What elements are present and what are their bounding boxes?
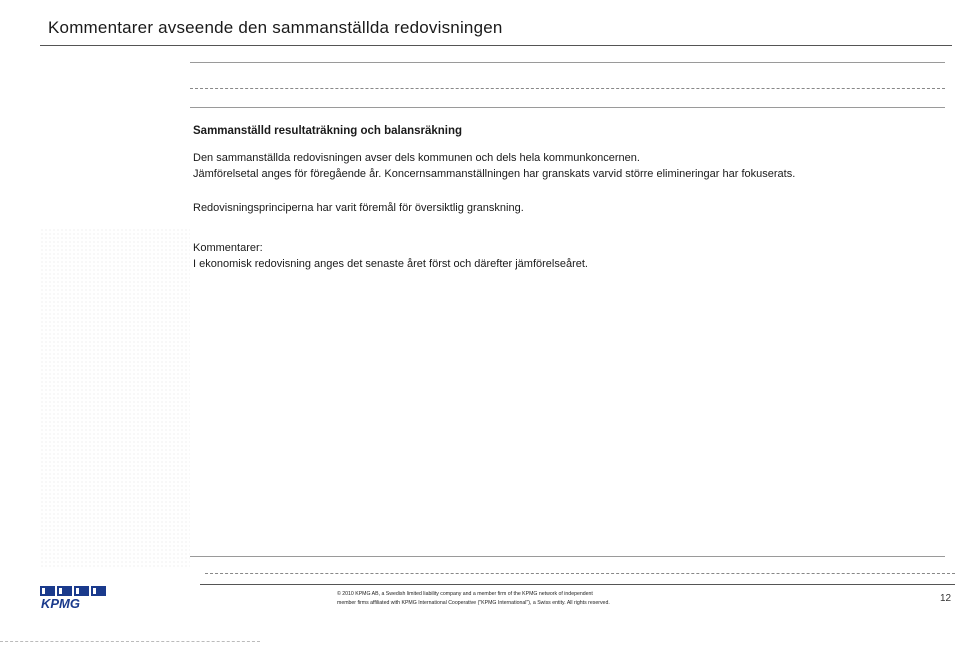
svg-text:KPMG: KPMG [41, 596, 80, 610]
footer-rule [190, 556, 945, 557]
page-number: 12 [940, 593, 952, 604]
footer-rule [200, 584, 955, 585]
paragraph-line: Den sammanställda redovisningen avser dels kommunen och dels hela kommunkoncernen. [193, 152, 640, 164]
form-line [190, 62, 945, 63]
title-underline [40, 45, 952, 46]
footer-rule [205, 573, 955, 574]
form-line [190, 88, 945, 89]
scan-noise [40, 228, 190, 568]
paragraph-line: Jämförelsetal anges för föregående år. Koncernsammanställningen har granskats varvid större elimineringar har fokuserats. [193, 168, 796, 180]
bottom-rule [0, 641, 260, 642]
comments-text: I ekonomisk redovisning anges det senaste året först och därefter jämförelseåret. [193, 258, 588, 270]
copyright-line: member firms affiliated with KPMG International Cooperative ("KPMG International"), a Swiss entity. All rights reserved. [337, 600, 610, 606]
kpmg-logo [40, 586, 108, 610]
copyright-notice [337, 590, 610, 608]
page-title: Kommentarer avseende den sammanställda redovisningen [48, 18, 503, 37]
copyright-line: © 2010 KPMG AB, a Swedish limited liability company and a member firm of the KPMG network of independent [337, 591, 593, 597]
paragraph-line: Redovisningsprinciperna har varit föremål för översiktlig granskning. [193, 202, 524, 214]
comments-label: Kommentarer: [193, 242, 263, 254]
section-heading: Sammanställd resultaträkning och balansräkning [193, 125, 463, 137]
form-line [190, 107, 945, 108]
